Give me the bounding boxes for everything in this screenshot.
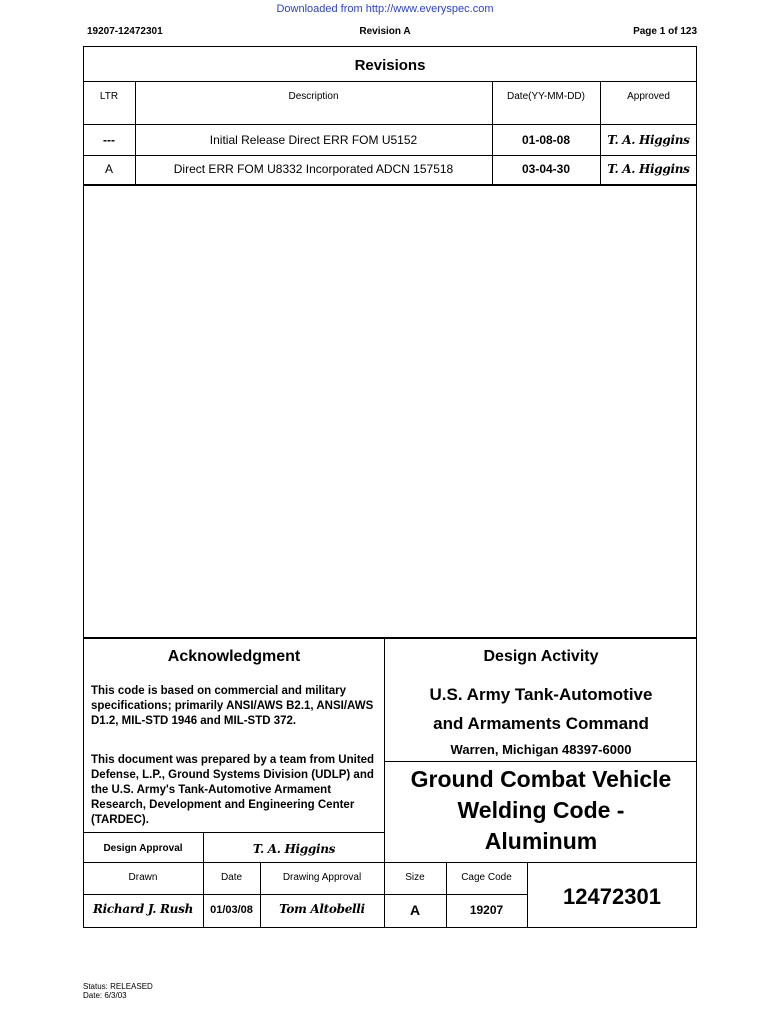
document-title-line: Aluminum [484,828,598,854]
status-text: Status: RELEASED [83,982,153,991]
column-header-description: Description [288,91,339,102]
revision-row-description: Initial Release Direct ERR FOM U5152 [209,133,418,147]
drawing-approval-label: Drawing Approval [282,872,362,883]
document-title-line: Ground Combat Vehicle [410,766,672,792]
cage-code-label: Cage Code [461,872,512,883]
page-indicator: Page 1 of 123 [633,26,697,37]
document-title-line: Welding Code - [457,797,625,823]
drawn-label: Drawn [128,872,158,883]
document-status [83,982,153,1000]
revision-row-date: 03-04-30 [521,162,571,176]
column-header-date: Date(YY-MM-DD) [507,91,585,102]
divider [83,184,697,186]
part-number: 12472301 [563,884,661,909]
design-activity-org: and Armaments Command [433,714,649,733]
design-activity-address: Warren, Michigan 48397-6000 [450,742,632,757]
design-activity-org: U.S. Army Tank-Automotive [429,685,653,704]
status-date: Date: 6/3/03 [83,991,127,1000]
design-approval-signature: T. A. Higgins [252,842,336,856]
divider [83,894,527,895]
drawing-approval-signature: Tom Altobelli [279,902,365,916]
divider [83,862,697,863]
cage-code-value: 19207 [469,903,504,917]
divider [83,124,697,125]
design-approval-label: Design Approval [103,843,183,854]
size-value: A [409,902,421,918]
acknowledgment-paragraph: This document was prepared by a team from United Defense, L.P., Ground Systems Division (UDLP) and the U.S. Army's Tank-Automotive Armament Research, Development and Engineering Center (TARDEC). [91,754,375,826]
revision-row-date: 01-08-08 [521,133,571,147]
document-title [385,764,697,857]
drawn-date: 01/03/08 [210,904,253,916]
divider [83,81,697,82]
divider [83,637,697,639]
revision-label: Revision A [359,26,411,37]
design-activity-title: Design Activity [483,648,599,665]
revision-row-description: Direct ERR FOM U8332 Incorporated ADCN 157518 [173,162,454,176]
divider [83,155,697,156]
acknowledgment-title: Acknowledgment [167,648,301,665]
size-label: Size [405,872,425,883]
drawn-signature: Richard J. Rush [92,902,193,916]
column-header-ltr: LTR [99,91,119,102]
revision-row-approved-signature: T. A. Higgins [607,162,690,176]
revision-row-ltr: A [104,162,113,176]
revision-row-ltr: --- [103,133,115,147]
divider [83,832,385,833]
acknowledgment-paragraph: This code is based on commercial and military specifications; primarily ANSI/AWS B2.1, ANSI/AWS D1.2, MIL-STD 1946 and MIL-STD 372. [91,685,374,727]
date-label: Date [220,872,243,883]
revision-row-approved-signature: T. A. Higgins [607,133,690,147]
column-header-approved: Approved [627,91,670,102]
divider [384,761,697,762]
download-source-link[interactable]: Downloaded from http://www.everyspec.com [276,3,494,15]
document-number: 19207-12472301 [87,26,163,37]
revisions-title: Revisions [354,57,426,74]
